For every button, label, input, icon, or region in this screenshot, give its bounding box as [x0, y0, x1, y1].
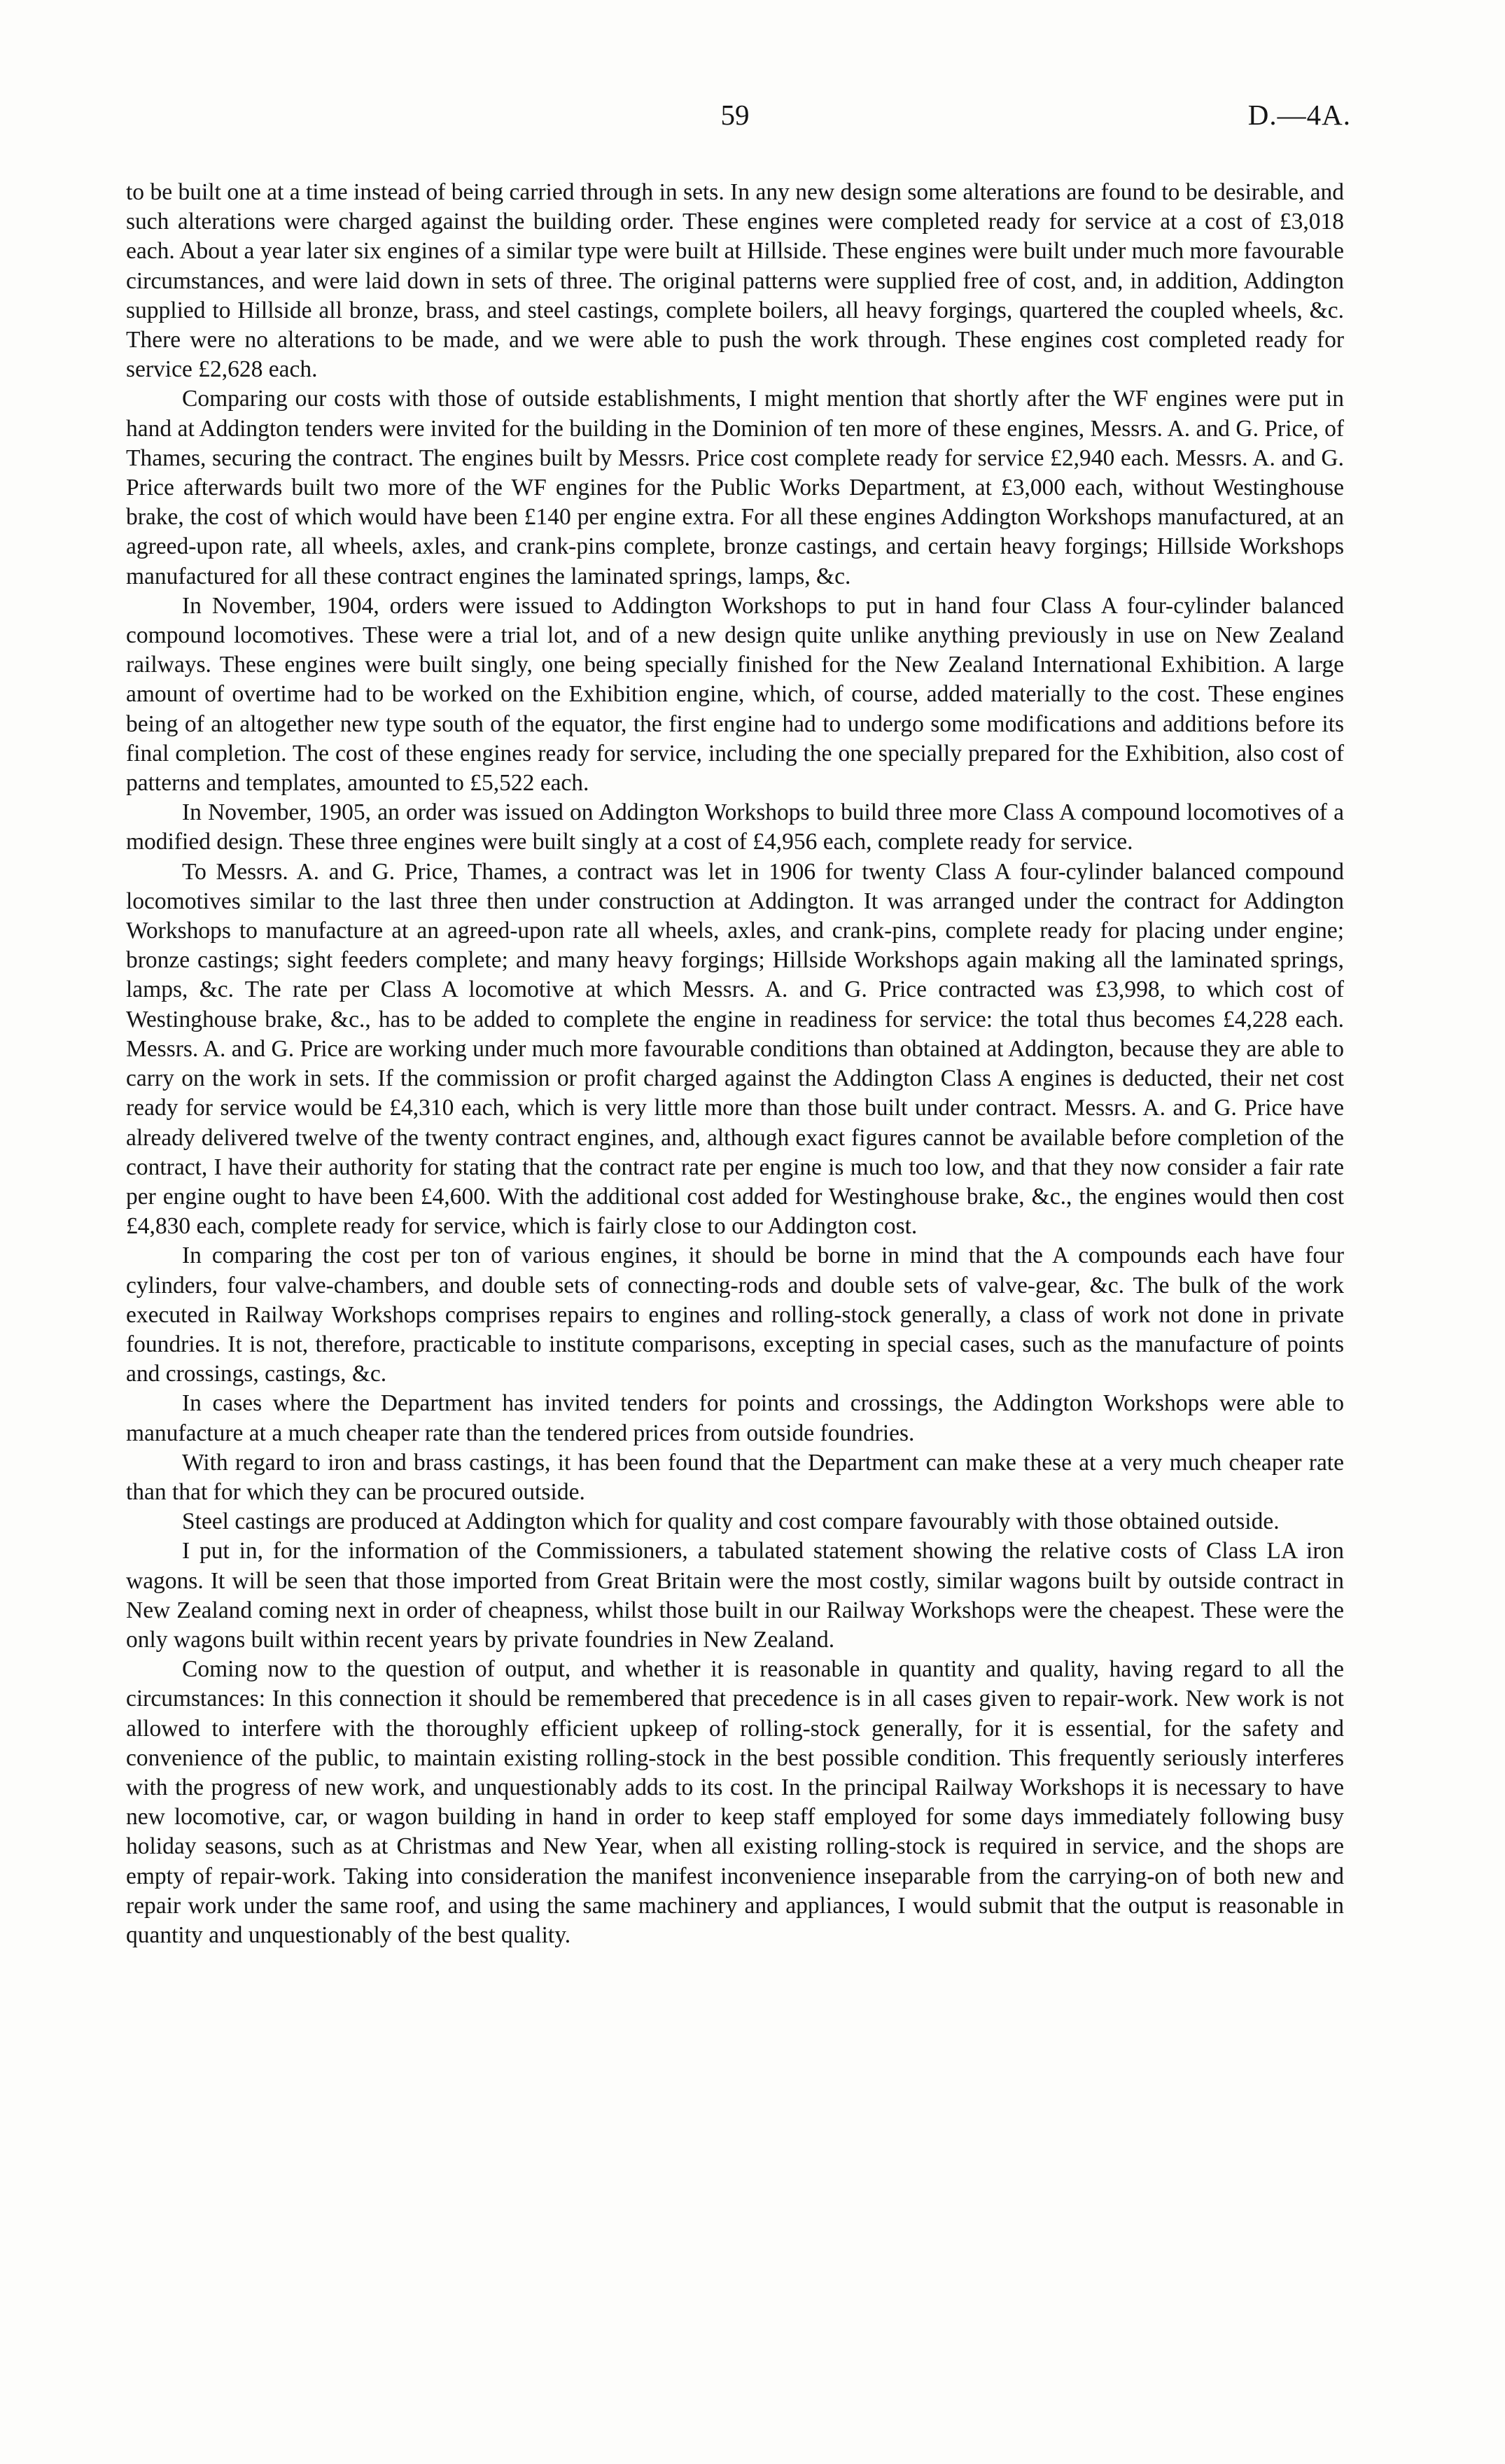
paragraph: In November, 1905, an order was issued on Addington Workshops to build three more Class A compound locomotives of a modified design. These three engines were built singly at a cost of £4,956 each, complete ready for service.: [126, 799, 1344, 855]
paragraph: Comparing our costs with those of outside establishments, I might mention that shortly after the WF engines were put in hand at Addington tenders were invited for the building in the Dominion of ten more of these engines, Messrs. A. and G. Price, of Thames, securing the contract. The engines built by Messrs. Price cost complete ready for service £2,940 each. Messrs. A. and G. Price afterwards built two more of the WF engines for the Public Works Department, at £3,000 each, without Westinghouse brake, the cost of which would have been £140 per engine extra. For all these engines Addington Workshops manufactured, at an agreed-upon rate, all wheels, axles, and crank-pins complete, bronze castings, and certain heavy forgings; Hillside Workshops manufactured for all these contract engines the laminated springs, lamps, &c.: [126, 386, 1344, 589]
paragraph: To Messrs. A. and G. Price, Thames, a contract was let in 1906 for twenty Class A four-cylinder balanced compound locomotives similar to the last three then under construction at Addington. It was arranged under the contract for Addington Workshops to manufacture at an agreed-upon rate all wheels, axles, and crank-pins, complete ready for placing under engine; bronze castings; sight feeders complete; and many heavy forgings; Hillside Workshops again making all the laminated springs, lamps, &c. The rate per Class A locomotive at which Messrs. A. and G. Price contracted was £3,998, to which cost of Westinghouse brake, &c., has to be added to complete the engine in readiness for service: the total thus becomes £4,228 each. Messrs. A. and G. Price are working under much more favourable conditions than obtained at Addington, because they are able to carry on the work in sets. If the commission or profit charged against the Addington Class A engines is deducted, their net cost ready for service would be £4,310 each, which is very little more than those built under contract. Messrs. A. and G. Price have already delivered twelve of the twenty contract engines, and, although exact figures cannot be available before completion of the contract, I have their authority for stating that the contract rate per engine is much too low, and that they now consider a fair rate per engine ought to have been £4,600. With the additional cost added for Westinghouse brake, &c., the engines would then cost £4,830 each, complete ready for service, which is fairly close to our Addington cost.: [126, 858, 1344, 1240]
document-reference: D.—4A.: [1247, 99, 1351, 131]
body-text: [126, 178, 1344, 1950]
paragraph: to be built one at a time instead of being carried through in sets. In any new design some alterations are found to be desirable, and such alterations were charged against the building order. These engines were completed ready for service at a cost of £3,018 each. About a year later six engines of a similar type were built at Hillside. These engines were built under much more favourable circumstances, and were laid down in sets of three. The original patterns were supplied free of cost, and, in addition, Addington supplied to Hillside all bronze, brass, and steel castings, complete boilers, all heavy forgings, quartered the coupled wheels, &c. There were no alterations to be made, and we were able to push the work through. These engines cost completed ready for service £2,628 each.: [126, 179, 1344, 383]
page-header: [126, 98, 1351, 161]
paragraph: Steel castings are produced at Addington which for quality and cost compare favourably with those obtained outside.: [182, 1508, 1280, 1535]
paragraph: Coming now to the question of output, and whether it is reasonable in quantity and quality, having regard to all the circumstances: In this connection it should be remembered that precedence is in all cases given to repair-work. New work is not allowed to interfere with the thoroughly efficient upkeep of rolling-stock generally, for it is essential, for the safety and convenience of the public, to maintain existing rolling-stock in the best possible condition. This frequently seriously interferes with the progress of new work, and unquestionably adds to its cost. In the principal Railway Workshops it is necessary to have new locomotive, car, or wagon building in hand in order to keep staff employed for some days immediately following busy holiday seasons, such as at Christmas and New Year, when all existing rolling-stock is required in service, and the shops are empty of repair-work. Taking into consideration the manifest inconvenience inseparable from the carrying-on of both new and repair work under the same roof, and using the same machinery and appliances, I would submit that the output is reasonable in quantity and unquestionably of the best quality.: [126, 1656, 1344, 1948]
paragraph: In November, 1904, orders were issued to Addington Workshops to put in hand four Class A four-cylinder balanced compound locomotives. These were a trial lot, and of a new design quite unlike anything previously in use on New Zealand railways. These engines were built singly, one being specially finished for the New Zealand International Exhibition. A large amount of overtime had to be worked on the Exhibition engine, which, of course, added materially to the cost. These engines being of an altogether new type south of the equator, the first engine had to undergo some modifications and additions before its final completion. The cost of these engines ready for service, including the one specially prepared for the Exhibition, also cost of patterns and templates, amounted to £5,522 each.: [126, 592, 1344, 797]
paragraph: In comparing the cost per ton of various engines, it should be borne in mind that the A compounds each have four cylinders, four valve-chambers, and double sets of connecting-rods and double sets of valve-gear, &c. The bulk of the work executed in Railway Workshops comprises repairs to engines and rolling-stock generally, a class of work not done in private foundries. It is not, therefore, practicable to institute comparisons, excepting in special cases, such as the manufacture of points and crossings, castings, &c.: [126, 1242, 1344, 1387]
paragraph: In cases where the Department has invited tenders for points and crossings, the Addington Workshops were able to manufacture at a much cheaper rate than the tendered prices from outside foundries.: [126, 1390, 1344, 1446]
page-number: 59: [720, 99, 750, 131]
document-page: [126, 98, 1351, 2429]
paragraph: With regard to iron and brass castings, it has been found that the Department can make these at a very much cheaper rate than that for which they can be procured outside.: [126, 1449, 1344, 1505]
paragraph: I put in, for the information of the Commissioners, a tabulated statement showing the relative costs of Class LA iron wagons. It will be seen that those imported from Great Britain were the most costly, similar wagons built by outside contract in New Zealand coming next in order of cheapness, whilst those built in our Railway Workshops were the cheapest. These were the only wagons built within recent years by private foundries in New Zealand.: [126, 1538, 1344, 1653]
